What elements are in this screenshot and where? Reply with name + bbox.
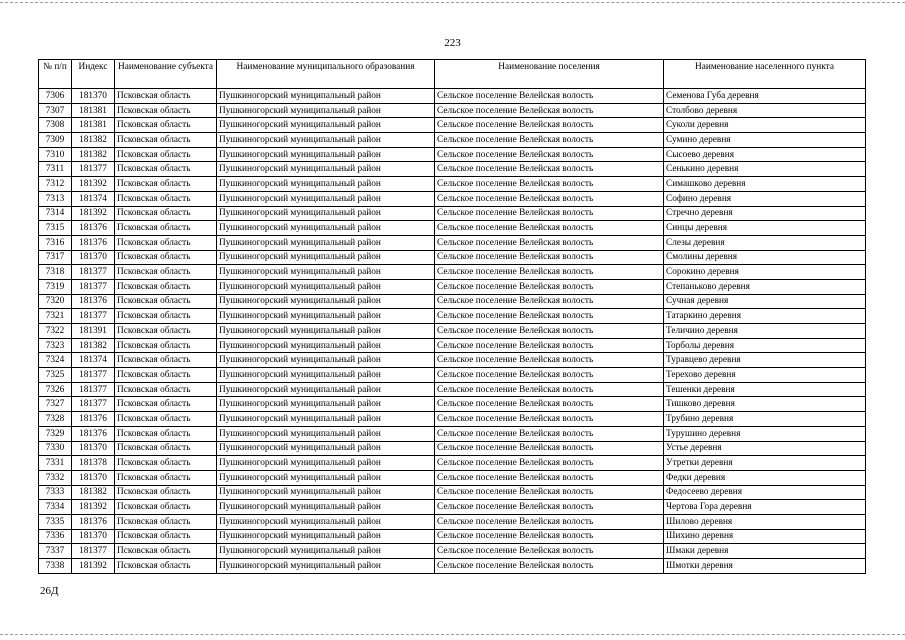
cell-num: 7333 xyxy=(39,485,72,500)
cell-index: 181381 xyxy=(72,118,115,133)
cell-settlement: Сельское поселение Велейская волость xyxy=(435,544,664,559)
cell-locality: Смолины деревня xyxy=(664,250,866,265)
cell-municipality: Пушкиногорский муниципальный район xyxy=(217,500,435,515)
cell-subject: Псковская область xyxy=(115,221,217,236)
cell-settlement: Сельское поселение Велейская волость xyxy=(435,118,664,133)
cell-index: 181377 xyxy=(72,382,115,397)
cell-index: 181377 xyxy=(72,368,115,383)
cell-locality: Татаркино деревня xyxy=(664,309,866,324)
cell-locality: Столбово деревня xyxy=(664,103,866,118)
cell-num: 7310 xyxy=(39,147,72,162)
table-row xyxy=(39,324,866,339)
cell-locality: Софино деревня xyxy=(664,191,866,206)
cell-index: 181392 xyxy=(72,177,115,192)
cell-num: 7332 xyxy=(39,470,72,485)
cell-settlement: Сельское поселение Велейская волость xyxy=(435,456,664,471)
cell-municipality: Пушкиногорский муниципальный район xyxy=(217,206,435,221)
cell-settlement: Сельское поселение Велейская волость xyxy=(435,514,664,529)
table-row xyxy=(39,279,866,294)
header-municipality: Наименование муниципального образования xyxy=(217,60,435,89)
cell-num: 7329 xyxy=(39,426,72,441)
cell-subject: Псковская область xyxy=(115,397,217,412)
cell-municipality: Пушкиногорский муниципальный район xyxy=(217,265,435,280)
cell-locality: Трубино деревня xyxy=(664,412,866,427)
cell-num: 7335 xyxy=(39,514,72,529)
cell-settlement: Сельское поселение Велейская волость xyxy=(435,559,664,574)
table-row xyxy=(39,103,866,118)
cell-municipality: Пушкиногорский муниципальный район xyxy=(217,544,435,559)
cell-municipality: Пушкиногорский муниципальный район xyxy=(217,426,435,441)
cell-subject: Псковская область xyxy=(115,118,217,133)
cell-subject: Псковская область xyxy=(115,368,217,383)
header-settlement: Наименование поселения xyxy=(435,60,664,89)
cell-num: 7331 xyxy=(39,456,72,471)
cell-locality: Шилово деревня xyxy=(664,514,866,529)
cell-municipality: Пушкиногорский муниципальный район xyxy=(217,353,435,368)
cell-settlement: Сельское поселение Велейская волость xyxy=(435,353,664,368)
cell-municipality: Пушкиногорский муниципальный район xyxy=(217,133,435,148)
cell-num: 7324 xyxy=(39,353,72,368)
cell-num: 7322 xyxy=(39,324,72,339)
cell-num: 7306 xyxy=(39,89,72,104)
cell-settlement: Сельское поселение Велейская волость xyxy=(435,441,664,456)
cell-municipality: Пушкиногорский муниципальный район xyxy=(217,368,435,383)
cell-num: 7321 xyxy=(39,309,72,324)
cell-index: 181370 xyxy=(72,89,115,104)
table-body xyxy=(39,89,866,574)
page-number: 223 xyxy=(444,37,461,49)
table-row xyxy=(39,559,866,574)
cell-settlement: Сельское поселение Велейская волость xyxy=(435,191,664,206)
cell-index: 181392 xyxy=(72,559,115,574)
cell-settlement: Сельское поселение Велейская волость xyxy=(435,382,664,397)
cell-subject: Псковская область xyxy=(115,250,217,265)
cell-subject: Псковская область xyxy=(115,353,217,368)
cell-municipality: Пушкиногорский муниципальный район xyxy=(217,177,435,192)
cell-municipality: Пушкиногорский муниципальный район xyxy=(217,309,435,324)
cell-num: 7328 xyxy=(39,412,72,427)
cell-locality: Чертова Гора деревня xyxy=(664,500,866,515)
cell-locality: Слезы деревня xyxy=(664,235,866,250)
cell-subject: Псковская область xyxy=(115,265,217,280)
cell-num: 7313 xyxy=(39,191,72,206)
cell-locality: Сумино деревня xyxy=(664,133,866,148)
cell-index: 181374 xyxy=(72,353,115,368)
cell-subject: Псковская область xyxy=(115,441,217,456)
cell-municipality: Пушкиногорский муниципальный район xyxy=(217,118,435,133)
table-row xyxy=(39,147,866,162)
cell-subject: Псковская область xyxy=(115,162,217,177)
table-row xyxy=(39,353,866,368)
table-row xyxy=(39,426,866,441)
cell-index: 181376 xyxy=(72,412,115,427)
table-row xyxy=(39,368,866,383)
cell-locality: Семенова Губа деревня xyxy=(664,89,866,104)
table-row xyxy=(39,235,866,250)
cell-index: 181381 xyxy=(72,103,115,118)
table-row xyxy=(39,500,866,515)
table-row xyxy=(39,514,866,529)
cell-subject: Псковская область xyxy=(115,279,217,294)
cell-index: 181376 xyxy=(72,221,115,236)
cell-index: 181382 xyxy=(72,338,115,353)
cell-subject: Псковская область xyxy=(115,470,217,485)
cell-num: 7326 xyxy=(39,382,72,397)
cell-subject: Псковская область xyxy=(115,485,217,500)
cell-num: 7317 xyxy=(39,250,72,265)
cell-municipality: Пушкиногорский муниципальный район xyxy=(217,559,435,574)
cell-subject: Псковская область xyxy=(115,89,217,104)
cell-index: 181377 xyxy=(72,397,115,412)
cell-subject: Псковская область xyxy=(115,514,217,529)
cell-locality: Тешенки деревня xyxy=(664,382,866,397)
cell-index: 181378 xyxy=(72,456,115,471)
cell-num: 7319 xyxy=(39,279,72,294)
cell-municipality: Пушкиногорский муниципальный район xyxy=(217,324,435,339)
cell-municipality: Пушкиногорский муниципальный район xyxy=(217,514,435,529)
cell-municipality: Пушкиногорский муниципальный район xyxy=(217,147,435,162)
cell-index: 181382 xyxy=(72,485,115,500)
cell-municipality: Пушкиногорский муниципальный район xyxy=(217,382,435,397)
cell-subject: Псковская область xyxy=(115,382,217,397)
cell-subject: Псковская область xyxy=(115,544,217,559)
cell-settlement: Сельское поселение Велейская волость xyxy=(435,368,664,383)
cell-locality: Шихино деревня xyxy=(664,529,866,544)
table-row xyxy=(39,191,866,206)
cell-subject: Псковская область xyxy=(115,294,217,309)
cell-locality: Шмаки деревня xyxy=(664,544,866,559)
cell-settlement: Сельское поселение Велейская волость xyxy=(435,250,664,265)
cell-index: 181376 xyxy=(72,426,115,441)
table-row xyxy=(39,470,866,485)
cell-num: 7314 xyxy=(39,206,72,221)
cell-municipality: Пушкиногорский муниципальный район xyxy=(217,103,435,118)
cell-settlement: Сельское поселение Велейская волость xyxy=(435,147,664,162)
cell-locality: Сорокино деревня xyxy=(664,265,866,280)
cell-num: 7323 xyxy=(39,338,72,353)
cell-municipality: Пушкиногорский муниципальный район xyxy=(217,221,435,236)
cell-index: 181382 xyxy=(72,147,115,162)
header-locality: Наименование населенного пункта xyxy=(664,60,866,89)
cell-municipality: Пушкиногорский муниципальный район xyxy=(217,191,435,206)
table-row xyxy=(39,250,866,265)
cell-locality: Сучная деревня xyxy=(664,294,866,309)
cell-locality: Устье деревня xyxy=(664,441,866,456)
cell-num: 7334 xyxy=(39,500,72,515)
cell-settlement: Сельское поселение Велейская волость xyxy=(435,470,664,485)
header-num: № п/п xyxy=(39,60,72,89)
table-row xyxy=(39,206,866,221)
table-row xyxy=(39,544,866,559)
cell-municipality: Пушкиногорский муниципальный район xyxy=(217,441,435,456)
cell-index: 181376 xyxy=(72,514,115,529)
cell-index: 181382 xyxy=(72,133,115,148)
cell-municipality: Пушкиногорский муниципальный район xyxy=(217,250,435,265)
cell-num: 7312 xyxy=(39,177,72,192)
cell-settlement: Сельское поселение Велейская волость xyxy=(435,500,664,515)
cell-subject: Псковская область xyxy=(115,206,217,221)
table-row xyxy=(39,89,866,104)
cell-subject: Псковская область xyxy=(115,177,217,192)
table-row xyxy=(39,177,866,192)
cell-settlement: Сельское поселение Велейская волость xyxy=(435,206,664,221)
cell-subject: Псковская область xyxy=(115,500,217,515)
table-row xyxy=(39,133,866,148)
cell-municipality: Пушкиногорский муниципальный район xyxy=(217,456,435,471)
cell-index: 181377 xyxy=(72,265,115,280)
table-row xyxy=(39,162,866,177)
cell-settlement: Сельское поселение Велейская волость xyxy=(435,133,664,148)
cell-locality: Тишково деревня xyxy=(664,397,866,412)
cell-num: 7311 xyxy=(39,162,72,177)
cell-index: 181370 xyxy=(72,441,115,456)
footer-code: 26Д xyxy=(40,585,59,597)
cell-index: 181377 xyxy=(72,279,115,294)
cell-locality: Симашково деревня xyxy=(664,177,866,192)
cell-municipality: Пушкиногорский муниципальный район xyxy=(217,412,435,427)
cell-settlement: Сельское поселение Велейская волость xyxy=(435,177,664,192)
table-row xyxy=(39,221,866,236)
table-row xyxy=(39,529,866,544)
table-row xyxy=(39,309,866,324)
cell-municipality: Пушкиногорский муниципальный район xyxy=(217,162,435,177)
cell-settlement: Сельское поселение Велейская волость xyxy=(435,412,664,427)
table-row xyxy=(39,412,866,427)
cell-locality: Торболы деревня xyxy=(664,338,866,353)
cell-index: 181376 xyxy=(72,294,115,309)
cell-settlement: Сельское поселение Велейская волость xyxy=(435,426,664,441)
cell-locality: Туравцево деревня xyxy=(664,353,866,368)
cell-municipality: Пушкиногорский муниципальный район xyxy=(217,485,435,500)
cell-municipality: Пушкиногорский муниципальный район xyxy=(217,397,435,412)
table-header-row xyxy=(39,60,866,89)
cell-municipality: Пушкиногорский муниципальный район xyxy=(217,279,435,294)
cell-settlement: Сельское поселение Велейская волость xyxy=(435,294,664,309)
cell-num: 7325 xyxy=(39,368,72,383)
cell-locality: Федосеево деревня xyxy=(664,485,866,500)
cell-subject: Псковская область xyxy=(115,529,217,544)
cell-municipality: Пушкиногорский муниципальный район xyxy=(217,470,435,485)
table-row xyxy=(39,382,866,397)
cell-locality: Федки деревня xyxy=(664,470,866,485)
cell-num: 7327 xyxy=(39,397,72,412)
cell-municipality: Пушкиногорский муниципальный район xyxy=(217,235,435,250)
settlements-table xyxy=(38,59,866,574)
cell-settlement: Сельское поселение Велейская волость xyxy=(435,89,664,104)
cell-settlement: Сельское поселение Велейская волость xyxy=(435,265,664,280)
cell-num: 7336 xyxy=(39,529,72,544)
table-row xyxy=(39,294,866,309)
cell-settlement: Сельское поселение Велейская волость xyxy=(435,221,664,236)
cell-subject: Псковская область xyxy=(115,559,217,574)
cell-settlement: Сельское поселение Велейская волость xyxy=(435,235,664,250)
cell-subject: Псковская область xyxy=(115,338,217,353)
cell-num: 7338 xyxy=(39,559,72,574)
cell-num: 7307 xyxy=(39,103,72,118)
cell-subject: Псковская область xyxy=(115,456,217,471)
cell-locality: Сенькино деревня xyxy=(664,162,866,177)
cell-settlement: Сельское поселение Велейская волость xyxy=(435,397,664,412)
cell-index: 181370 xyxy=(72,529,115,544)
cell-settlement: Сельское поселение Велейская волость xyxy=(435,162,664,177)
cell-subject: Псковская область xyxy=(115,147,217,162)
cell-num: 7309 xyxy=(39,133,72,148)
cell-index: 181376 xyxy=(72,235,115,250)
cell-num: 7330 xyxy=(39,441,72,456)
cell-subject: Псковская область xyxy=(115,412,217,427)
cell-index: 181377 xyxy=(72,309,115,324)
cell-locality: Терехово деревня xyxy=(664,368,866,383)
cell-locality: Степаньково деревня xyxy=(664,279,866,294)
cell-num: 7337 xyxy=(39,544,72,559)
cell-settlement: Сельское поселение Велейская волость xyxy=(435,338,664,353)
cell-municipality: Пушкиногорский муниципальный район xyxy=(217,338,435,353)
cell-index: 181377 xyxy=(72,544,115,559)
cell-municipality: Пушкиногорский муниципальный район xyxy=(217,529,435,544)
cell-index: 181370 xyxy=(72,250,115,265)
cell-subject: Псковская область xyxy=(115,324,217,339)
cell-settlement: Сельское поселение Велейская волость xyxy=(435,324,664,339)
table-row xyxy=(39,338,866,353)
cell-settlement: Сельское поселение Велейская волость xyxy=(435,309,664,324)
cell-index: 181374 xyxy=(72,191,115,206)
cell-num: 7316 xyxy=(39,235,72,250)
cell-locality: Турушино деревня xyxy=(664,426,866,441)
table-row xyxy=(39,397,866,412)
cell-subject: Псковская область xyxy=(115,133,217,148)
cell-subject: Псковская область xyxy=(115,235,217,250)
cell-locality: Утретки деревня xyxy=(664,456,866,471)
cell-settlement: Сельское поселение Велейская волость xyxy=(435,103,664,118)
table-row xyxy=(39,441,866,456)
cell-subject: Псковская область xyxy=(115,426,217,441)
cell-index: 181370 xyxy=(72,470,115,485)
header-index: Индекс xyxy=(72,60,115,89)
cell-settlement: Сельское поселение Велейская волость xyxy=(435,485,664,500)
cell-subject: Псковская область xyxy=(115,309,217,324)
header-subject: Наименование субъекта xyxy=(115,60,217,89)
cell-settlement: Сельское поселение Велейская волость xyxy=(435,279,664,294)
scan-edge-bottom xyxy=(0,634,905,635)
cell-index: 181392 xyxy=(72,500,115,515)
cell-settlement: Сельское поселение Велейская волость xyxy=(435,529,664,544)
cell-municipality: Пушкиногорский муниципальный район xyxy=(217,294,435,309)
cell-num: 7315 xyxy=(39,221,72,236)
cell-subject: Псковская область xyxy=(115,103,217,118)
cell-index: 181377 xyxy=(72,162,115,177)
cell-subject: Псковская область xyxy=(115,191,217,206)
table-row xyxy=(39,265,866,280)
table-row xyxy=(39,485,866,500)
cell-locality: Сысоево деревня xyxy=(664,147,866,162)
cell-num: 7308 xyxy=(39,118,72,133)
cell-locality: Теличино деревня xyxy=(664,324,866,339)
cell-index: 181392 xyxy=(72,206,115,221)
cell-num: 7320 xyxy=(39,294,72,309)
cell-municipality: Пушкиногорский муниципальный район xyxy=(217,89,435,104)
cell-locality: Синцы деревня xyxy=(664,221,866,236)
cell-locality: Стречно деревня xyxy=(664,206,866,221)
table-row xyxy=(39,118,866,133)
cell-num: 7318 xyxy=(39,265,72,280)
cell-locality: Суколи деревня xyxy=(664,118,866,133)
cell-locality: Шмотки деревня xyxy=(664,559,866,574)
cell-index: 181391 xyxy=(72,324,115,339)
table-row xyxy=(39,456,866,471)
scan-edge-top xyxy=(0,2,905,3)
